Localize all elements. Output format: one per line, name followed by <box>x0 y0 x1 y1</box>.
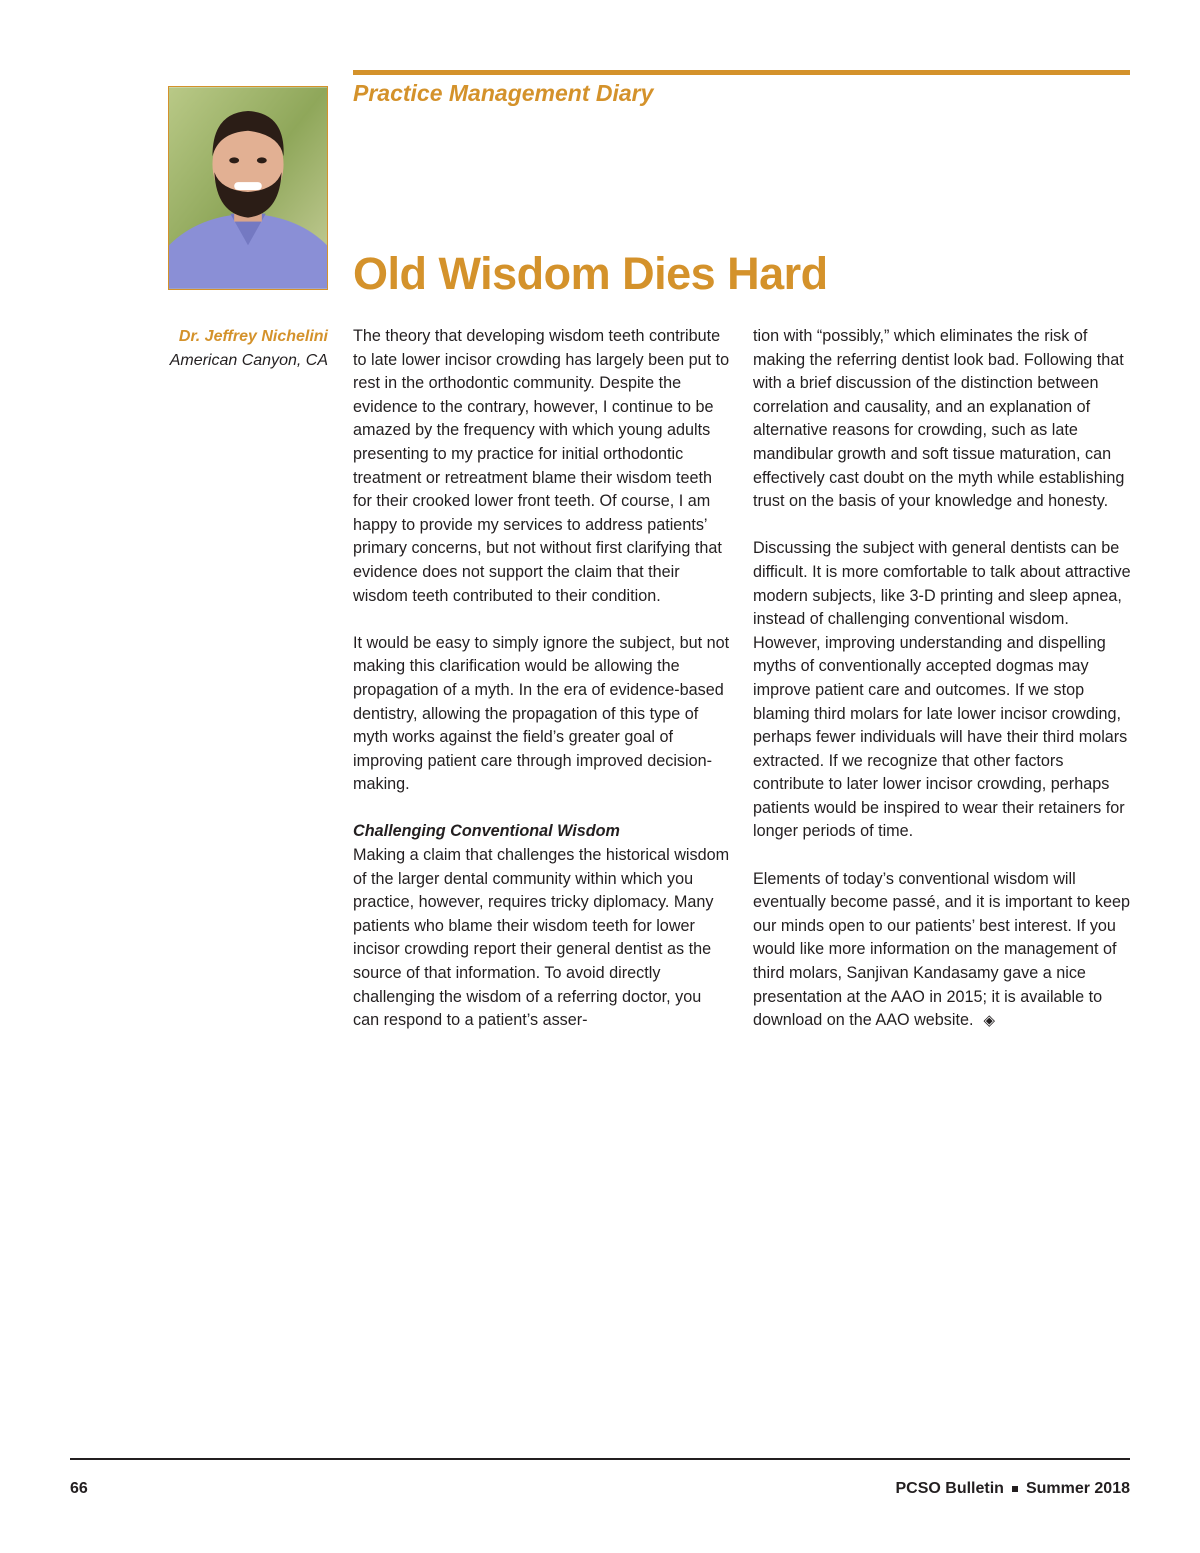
paragraph-text: Elements of today’s conventional wisdom will eventually become passé, and it is important to keep our minds open to our patients’ best interest. If you would like more information on the management of third molars, Sanjivan Kandasamy gave a nice presentation at the AAO in 2015; it is available to download on the AAO website. <box>753 869 1131 1030</box>
footer-rule <box>70 1458 1130 1460</box>
paragraph: Making a claim that challenges the historical wisdom of the larger dental community within which you practice, however, requires tricky diplomacy. Many patients who blame their wisdom teeth for lower incisor crowding report their general dentist as the source of that information. To avoid directly challenging the wisdom of a referring doctor, you can respond to a patient’s asser- <box>353 846 730 1030</box>
byline <box>128 325 328 373</box>
footer-publication <box>895 1480 1130 1498</box>
paragraph: Discussing the subject with general dentists can be difficult. It is more comfortable to talk about attractive modern subjects, like 3-D printing and sleep apnea, instead of challenging conventional wisdom. However, improving understanding and dispelling myths of conventionally accepted dogmas may improve patient care and outcomes. If we stop blaming third molars for late lower incisor crowding, perhaps fewer individuals will have their third molars extracted. If we recognize that other factors contribute to later lower incisor crowding, perhaps patients would be inspired to wear their retainers for longer periods of time. <box>753 539 1131 841</box>
article-column-1 <box>353 325 731 1056</box>
article-title: Old Wisdom Dies Hard <box>353 248 828 299</box>
subheading: Challenging Conventional Wisdom <box>353 822 620 841</box>
separator-square-icon <box>1012 1486 1018 1492</box>
section-label: Practice Management Diary <box>353 80 654 106</box>
paragraph: The theory that developing wisdom teeth contribute to late lower incisor crowding has largely been put to rest in the orthodontic community. Despite the evidence to the contrary, however, I continue to be amazed by the frequency with which young adults presenting to my practice for initial orthodontic treatment or retreatment blame their wisdom teeth for their crooked lower front teeth. Of course, I am happy to provide my services to address patients’ primary concerns, but not without first clarifying that evidence does not support the claim that their wisdom teeth contributed to their condition. <box>353 327 730 605</box>
end-of-article-icon: ◈ <box>983 1012 996 1030</box>
paragraph: It would be easy to simply ignore the subject, but not making this clarification would be allowing the propagation of a myth. In the era of evidence-based dentistry, allowing the propagation of this type of myth works against the field’s greater goal of improving patient care through improved decision-making. <box>353 633 730 794</box>
top-accent-rule <box>353 70 1130 75</box>
page-number: 66 <box>70 1480 88 1497</box>
article-column-2 <box>753 325 1131 1056</box>
author-location: American Canyon, CA <box>169 352 328 369</box>
issue-label: Summer 2018 <box>1025 1480 1130 1497</box>
paragraph-final <box>753 868 1131 1033</box>
publication-name: PCSO Bulletin <box>895 1480 1004 1497</box>
author-name: Dr. Jeffrey Nichelini <box>178 328 328 345</box>
paragraph: tion with “possibly,” which eliminates the risk of making the referring dentist look bad. Following that with a brief discussion of the distinction between correlation and causality, and an explanation of alternative reasons for crowding, such as late mandibular growth and soft tissue maturation, can effectively cast doubt on the myth while establishing trust on the basis of your knowledge and honesty. <box>753 327 1125 511</box>
author-photo <box>168 86 328 290</box>
